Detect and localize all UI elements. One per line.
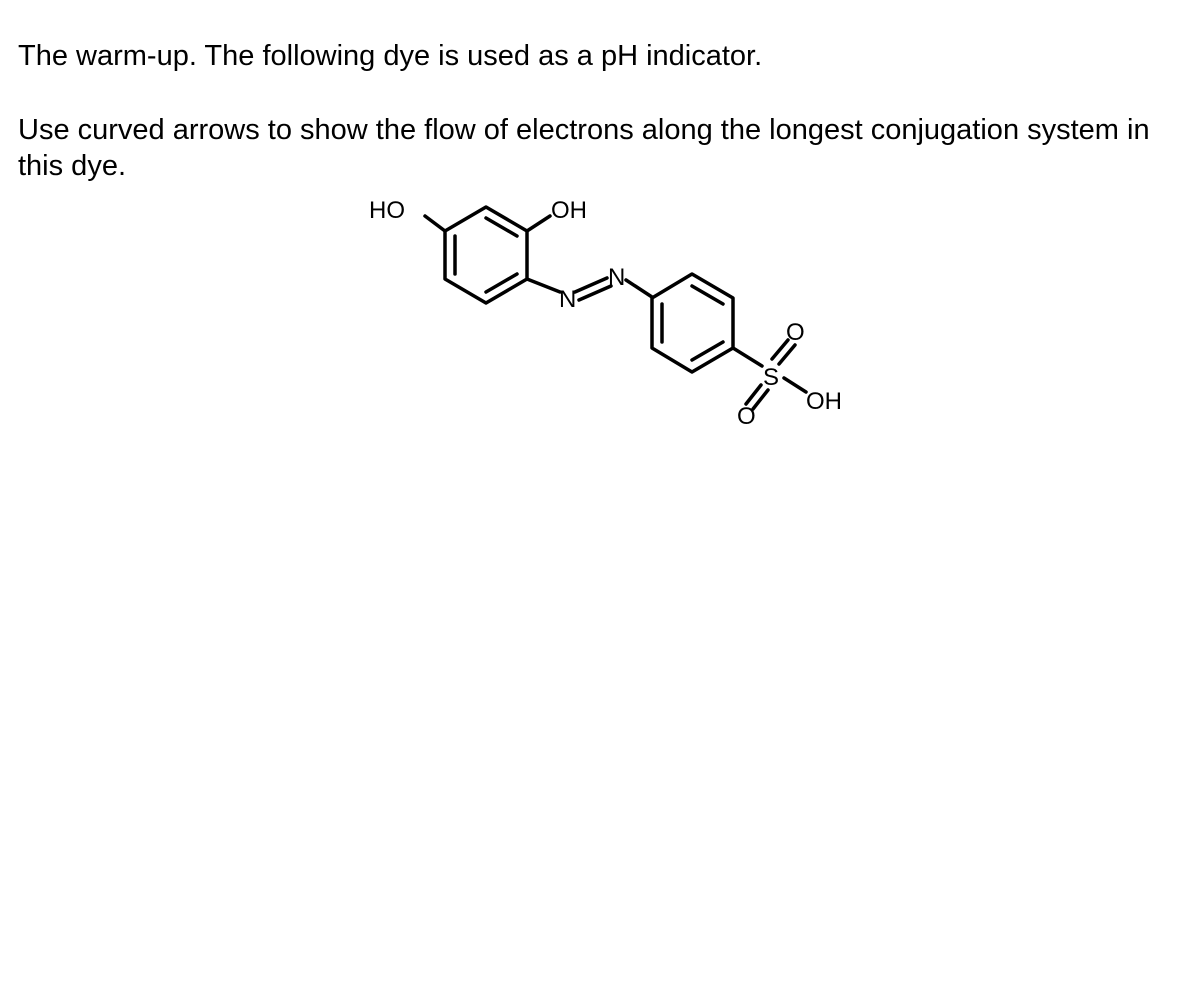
bond-s-oh xyxy=(784,378,806,392)
atom-oh-top: OH xyxy=(551,197,587,224)
ring-2 xyxy=(652,274,733,372)
question-intro: The warm-up. The following dye is used as a pH indicator. xyxy=(18,40,763,72)
bond-ring2-s xyxy=(733,348,762,366)
atom-oh-right: OH xyxy=(806,388,842,415)
atom-sulfur: S xyxy=(763,364,780,391)
atom-n1: N xyxy=(559,286,577,313)
bond-n-ring2 xyxy=(626,280,652,297)
atom-o-top: O xyxy=(786,319,805,346)
atom-ho-left: HO xyxy=(369,197,405,224)
ring-1 xyxy=(445,207,527,303)
bond-ring1-n xyxy=(527,279,560,292)
bond-ho-ring1 xyxy=(425,216,445,231)
bond-oh-ring1 xyxy=(527,216,550,231)
atom-o-bottom: O xyxy=(737,403,756,430)
question-instruction: Use curved arrows to show the flow of electrons along the longest conjugation system in this dye. xyxy=(18,114,1150,182)
atom-n2: N xyxy=(608,264,626,291)
